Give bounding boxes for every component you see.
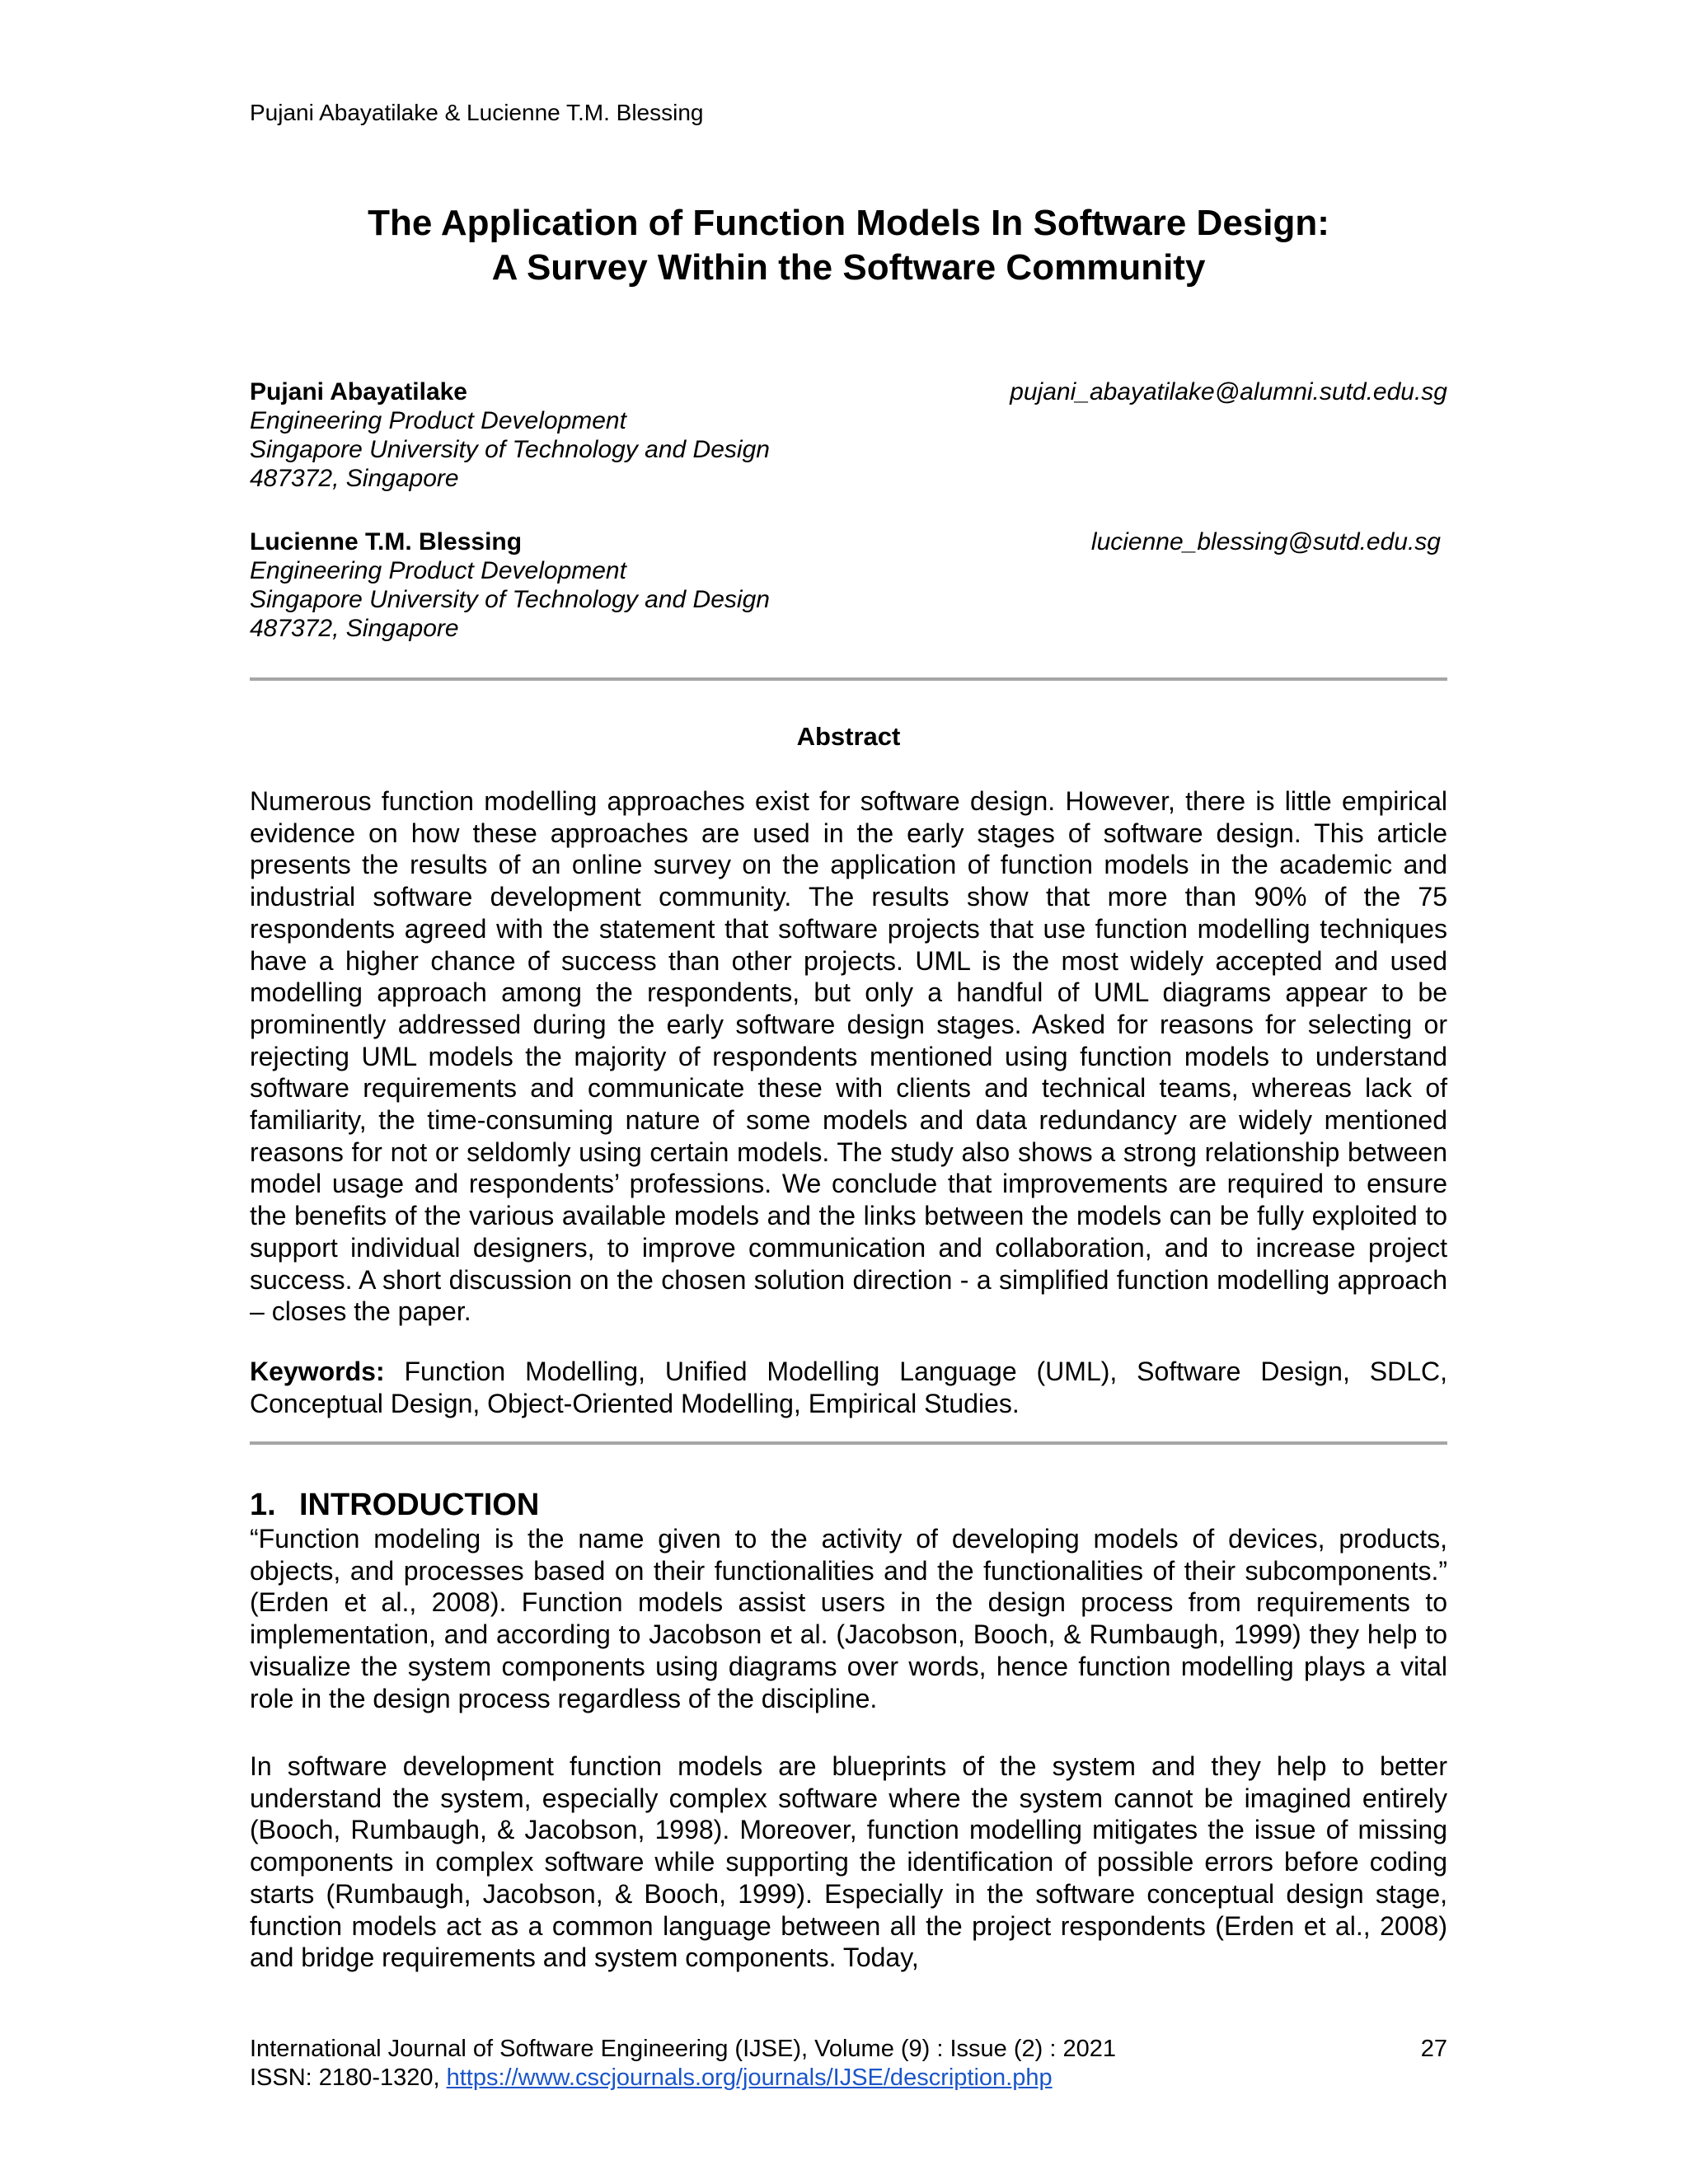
title-line-1: The Application of Function Models In Software Design: — [368, 203, 1329, 243]
title-line-2: A Survey Within the Software Community — [491, 247, 1206, 288]
divider-bottom — [250, 1441, 1447, 1445]
author-block-1 — [250, 377, 1447, 493]
author-email: pujani_abayatilake@alumni.sutd.edu.sg — [1010, 378, 1447, 405]
section-title: INTRODUCTION — [299, 1488, 540, 1522]
footer-issn: ISSN: 2180-1320, — [250, 2064, 447, 2091]
intro-paragraph-2: In software development function models are blueprints of the system and they help to better understand the system, especially complex software where the system cannot be imagined entirely (Booch, Rumbaugh, & Jacobson, 1998). Moreover, function modelling mitigates the issue of missing components in complex software while supporting the identification of possible errors before coding starts (Rumbaugh, Jacobson, & Booch, 1999). Especially in the software conceptual design stage, function models act as a common language between all the project respondents (Erden et al., 2008) and bridge requirements and system components. Today, — [250, 1751, 1447, 1973]
author-postal: 487372, Singapore — [250, 465, 459, 492]
abstract-heading: Abstract — [796, 722, 901, 751]
intro-paragraph-1: “Function modeling is the name given to the activity of developing models of devices, products, objects, and processes based on their functionalities and the functionalities of their subcomponents.” (Erden et al., 2008). Function models assist users in the design process from requirements to implementation, and according to Jacobson et al. (Jacobson, Booch, & Rumbaugh, 1999) they help to visualize the system components using diagrams over words, hence function modelling plays a vital role in the design process regardless of the discipline. — [250, 1524, 1447, 1713]
divider-top — [250, 677, 1447, 681]
keywords — [250, 1356, 1447, 1419]
section-number: 1. — [250, 1488, 276, 1522]
author-block-2 — [250, 527, 1447, 643]
author-university: Singapore University of Technology and Design — [250, 436, 770, 463]
author-name: Lucienne T.M. Blessing — [250, 528, 523, 555]
footer-journal: International Journal of Software Engineering (IJSE), Volume (9) : Issue (2) : 2021 — [250, 2036, 1116, 2062]
keywords-label: Keywords: — [250, 1357, 385, 1386]
author-name: Pujani Abayatilake — [250, 378, 467, 405]
author-university: Singapore University of Technology and Design — [250, 586, 770, 613]
author-postal: 487372, Singapore — [250, 615, 459, 642]
journal-link[interactable]: https://www.cscjournals.org/journals/IJSE/description.php — [446, 2064, 1053, 2091]
abstract-body: Numerous function modelling approaches exist for software design. However, there is little empirical evidence on how these approaches are used in the early stages of software design. This article presents the results of an online survey on the application of function models in the academic and industrial software development community. The results show that more than 90% of the 75 respondents agreed with the statement that software projects that use function modelling techniques have a higher chance of success than other projects. UML is the most widely accepted and used modelling approach among the respondents, but only a handful of UML diagrams appear to be prominently addressed during the early software design stages. Asked for reasons for selecting or rejecting UML models the majority of respondents mentioned using function models to understand software requirements and communicate these with clients and technical teams, whereas lack of familiarity, the time-consuming nature of some models and data redundancy are widely mentioned reasons for not or seldomly using certain models. The study also shows a strong relationship between model usage and respondents’ professions. We conclude that improvements are required to ensure the benefits of the various available models and the links between the models can be fully exploited to support individual designers, to improve communication and collaboration, and to increase project success. A short discussion on the chosen solution direction - a simplified function modelling approach – closes the paper. — [250, 786, 1447, 1327]
footer-journal-line — [250, 2035, 1447, 2063]
section-heading — [250, 1487, 539, 1523]
footer-issn-line — [250, 2064, 1447, 2092]
paper-title — [250, 201, 1447, 290]
author-email: lucienne_blessing@sutd.edu.sg — [1090, 528, 1441, 555]
author-department: Engineering Product Development — [250, 557, 626, 584]
page-number: 27 — [1420, 2036, 1447, 2062]
author-department: Engineering Product Development — [250, 407, 626, 434]
running-head: Pujani Abayatilake & Lucienne T.M. Blessing — [250, 100, 704, 125]
keywords-text: Function Modelling, Unified Modelling Language (UML), Software Design, SDLC, Conceptual Design, Object-Oriented Modelling, Empirical Studies. — [250, 1357, 1447, 1418]
